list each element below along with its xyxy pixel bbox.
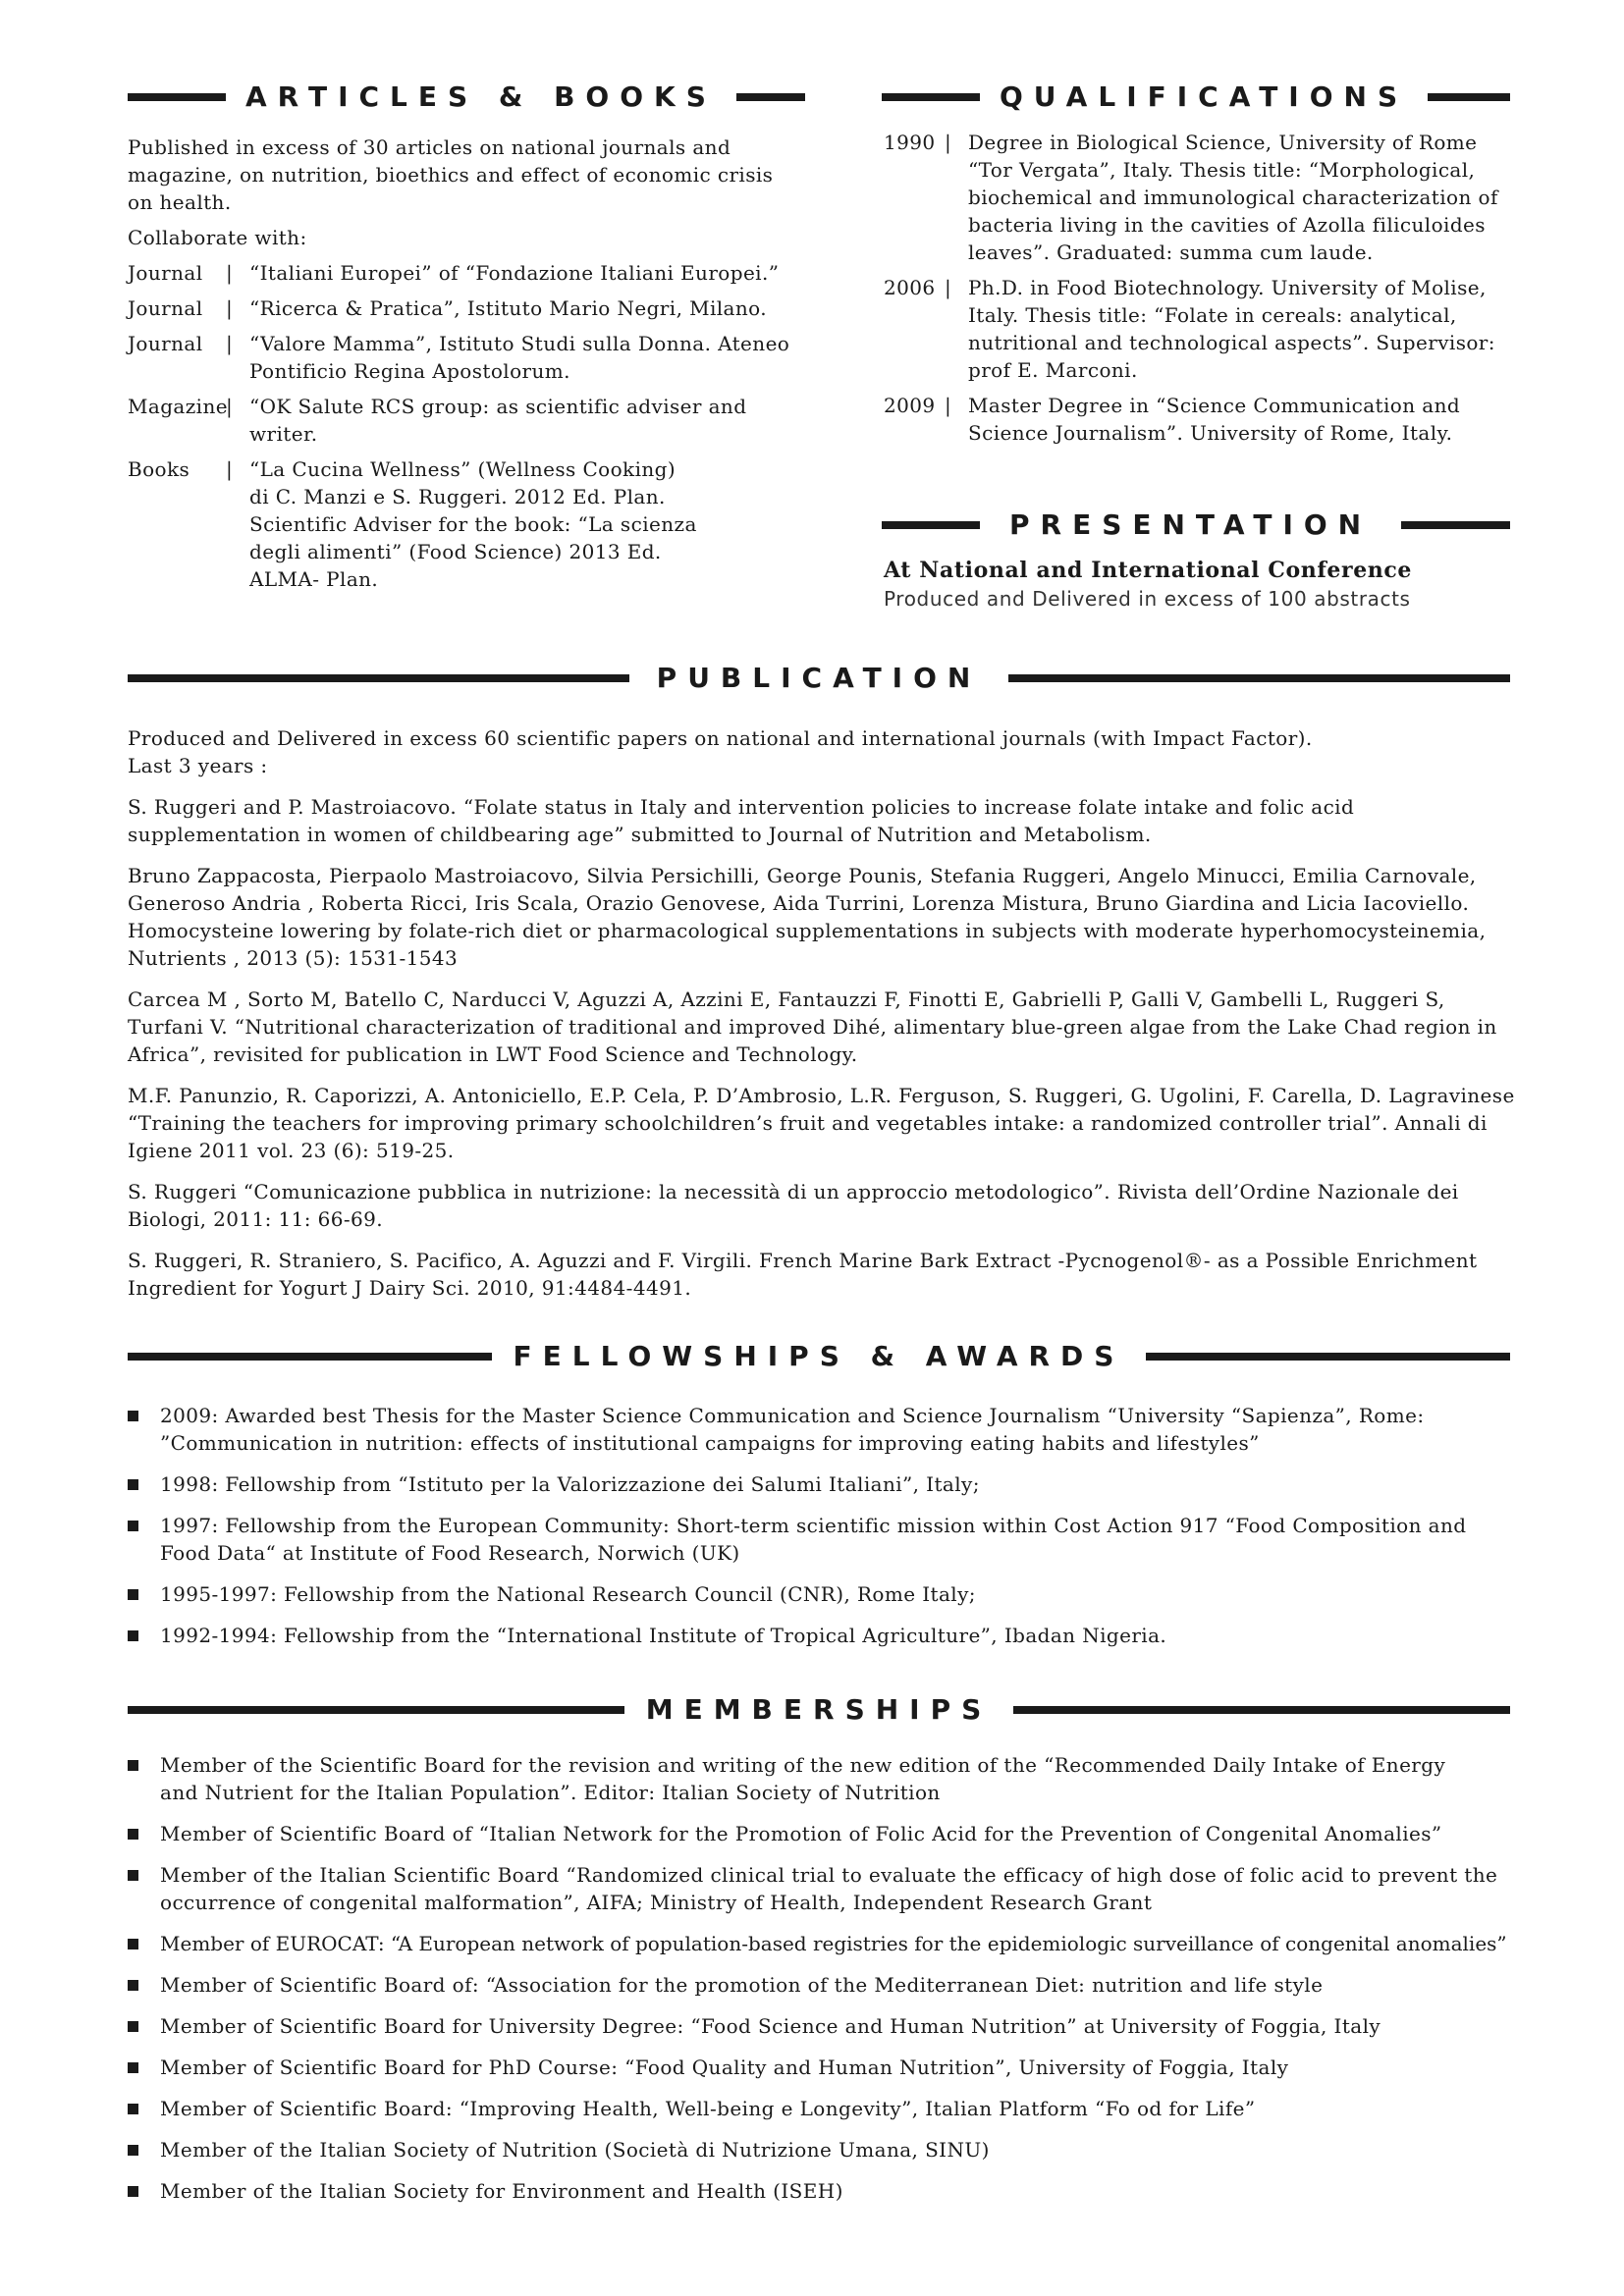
heading-rule xyxy=(736,93,805,101)
publication-item: S. Ruggeri, R. Straniero, S. Pacifico, A. Aguzzi and F. Virgili. French Marine Bark Extract -Pycnogenol®- as a Possible Enrichment Ingredient for Yogurt J Dairy Sci. 2010, 91:4484-4491. xyxy=(128,1249,1478,1300)
heading-rule xyxy=(882,93,980,101)
publication-item: Bruno Zappacosta, Pierpaolo Mastroiacovo, Silvia Persichilli, George Pounis, Stefania Ruggeri, Angelo Minucci, Emilia Carnovale, Generoso Andria , Roberta Ricci, Iris Scala, Orazio Genovese, Aida Turrini, Lorenza Mistura, Bruno Giardina and Licia Iacoviello. Homocysteine lowering by folate-rich diet or pharmacological supplementations in subjects with moderate hyperhomocysteinemia, Nutrients , 2013 (5): 1531-1543 xyxy=(128,864,1487,970)
bullet-icon xyxy=(128,2145,138,2156)
publication-section xyxy=(128,724,1517,1315)
list-item xyxy=(128,1820,1522,1847)
list-item-text: Member of the Italian Scientific Board “Randomized clinical trial to evaluate the efficacy of high dose of folic acid to prevent the occurrence of congenital malformation”, AIFA; Ministry of Health, Independent Research Grant xyxy=(160,1863,1498,1914)
presentation-section xyxy=(884,556,1512,613)
list-item-text: Member of EUROCAT: “A European network of population-based registries for the epidemiologic surveillance of congenital anomalies” xyxy=(160,1932,1507,1955)
publication-last-years: Last 3 years : xyxy=(128,754,268,777)
qualifications-heading-row xyxy=(882,82,1510,112)
heading-rule xyxy=(128,1353,492,1361)
memberships-heading: MEMBERSHIPS xyxy=(645,1693,993,1726)
article-entry xyxy=(128,455,795,593)
heading-rule xyxy=(128,93,226,101)
entry-separator: | xyxy=(226,261,234,285)
publication-item: Carcea M , Sorto M, Batello C, Narducci V, Aguzzi A, Azzini E, Fantauzzi F, Finotti E, Gabrielli P, Galli V, Gambelli L, Ruggeri S, Turfani V. “Nutritional characterization of traditional and improved Dihé, alimentary blue-green algae from the Lake Chad region in Africa”, revisited for publication in LWT Food Science and Technology. xyxy=(128,988,1497,1066)
presentation-heading: PRESENTATION xyxy=(1009,508,1373,541)
collaborate-label: Collaborate with: xyxy=(128,226,307,249)
list-item xyxy=(128,1751,1522,1806)
qualification-text: Ph.D. in Food Biotechnology. University of Molise, Italy. Thesis title: “Folate in cereals: analytical, nutritional and technological aspects”. Supervisor: prof E. Marconi. xyxy=(968,276,1495,382)
publication-intro: Produced and Delivered in excess 60 scientific papers on national and international journals (with Impact Factor). xyxy=(128,726,1313,750)
entry-text: “La Cucina Wellness” (Wellness Cooking) di C. Manzi e S. Ruggeri. 2012 Ed. Plan. Scientific Adviser for the book: “La scienza degli alimenti” (Food Science) 2013 Ed. ALMA- Plan. xyxy=(249,457,697,591)
list-item-text: Member of Scientific Board for PhD Course: “Food Quality and Human Nutrition”, University of Foggia, Italy xyxy=(160,2056,1289,2079)
entry-separator: | xyxy=(226,395,234,418)
publication-heading-row xyxy=(128,664,1510,693)
publication-item: S. Ruggeri and P. Mastroiacovo. “Folate status in Italy and intervention policies to increase folate intake and folic acid supplementation in women of childbearing age” submitted to Journal of Nutrition and Metabolism. xyxy=(128,795,1355,846)
articles-intro: Published in excess of 30 articles on national journals and magazine, on nutrition, bioethics and effect of economic crisis on health. xyxy=(128,135,774,214)
list-item-text: Member of the Italian Society of Nutrition (Società di Nutrizione Umana, SINU) xyxy=(160,2138,990,2162)
list-item-text: 1992-1994: Fellowship from the “International Institute of Tropical Agriculture”, Ibadan Nigeria. xyxy=(160,1624,1167,1647)
bullet-icon xyxy=(128,1630,138,1641)
bullet-icon xyxy=(128,2104,138,2114)
bullet-icon xyxy=(128,1939,138,1949)
list-item-text: Member of Scientific Board of: “Association for the promotion of the Mediterranean Diet: nutrition and life style xyxy=(160,1973,1324,1997)
list-item xyxy=(128,2177,1522,2205)
heading-rule xyxy=(1428,93,1510,101)
list-item-text: 2009: Awarded best Thesis for the Master Science Communication and Science Journalism “University “Sapienza”, Rome: ”Communication in nutrition: effects of institutional campaigns for improving eating habits and lifestyles” xyxy=(160,1404,1425,1455)
list-item xyxy=(128,1402,1522,1457)
presentation-heading-row xyxy=(882,510,1510,540)
memberships-heading-row xyxy=(128,1695,1510,1725)
list-item-text: Member of the Italian Society for Environment and Health (ISEH) xyxy=(160,2179,843,2203)
bullet-icon xyxy=(128,1521,138,1531)
bullet-icon xyxy=(128,1411,138,1421)
bullet-icon xyxy=(128,1760,138,1771)
list-item xyxy=(128,1470,1522,1498)
bullet-icon xyxy=(128,1980,138,1991)
fellowships-heading: FELLOWSHIPS & AWARDS xyxy=(513,1340,1125,1372)
fellowships-heading-row xyxy=(128,1342,1510,1371)
fellowships-list xyxy=(128,1402,1522,1663)
list-item xyxy=(128,1971,1522,1999)
qualification-text: Master Degree in “Science Communication and Science Journalism”. University of Rome, Italy. xyxy=(968,394,1461,445)
entry-separator: | xyxy=(945,276,952,299)
article-entry xyxy=(128,393,795,448)
heading-rule xyxy=(128,1706,624,1714)
list-item xyxy=(128,1512,1522,1567)
entry-type: Magazine xyxy=(128,395,228,418)
entry-text: “Ricerca & Pratica”, Istituto Mario Negri, Milano. xyxy=(249,296,768,320)
bullet-icon xyxy=(128,1479,138,1490)
bullet-icon xyxy=(128,2021,138,2032)
entry-separator: | xyxy=(945,394,952,417)
articles-heading-row xyxy=(128,82,805,112)
entry-text: “Valore Mamma”, Istituto Studi sulla Donna. Ateneo Pontificio Regina Apostolorum. xyxy=(249,332,790,383)
entry-separator: | xyxy=(945,131,952,154)
memberships-list xyxy=(128,1751,1522,2218)
heading-rule xyxy=(1008,674,1510,682)
qualification-year: 1990 xyxy=(884,131,936,154)
article-entry xyxy=(128,330,795,385)
list-item-text: Member of Scientific Board for University Degree: “Food Science and Human Nutrition” at University of Foggia, Italy xyxy=(160,2014,1381,2038)
list-item-text: 1997: Fellowship from the European Community: Short-term scientific mission within Cost Action 917 “Food Composition and Food Data“ at Institute of Food Research, Norwich (UK) xyxy=(160,1514,1467,1565)
qualification-text: Degree in Biological Science, University of Rome “Tor Vergata”, Italy. Thesis title: “Morphological, biochemical and immunological characterization of bacteria living in the cavities of Azolla filiculoides leaves”. Graduated: summa cum laude. xyxy=(968,131,1498,264)
list-item-text: 1998: Fellowship from “Istituto per la Valorizzazione dei Salumi Italiani”, Italy; xyxy=(160,1472,980,1496)
heading-rule xyxy=(1013,1706,1510,1714)
list-item xyxy=(128,2054,1522,2081)
list-item-text: 1995-1997: Fellowship from the National Research Council (CNR), Rome Italy; xyxy=(160,1582,976,1606)
qualification-entry xyxy=(884,274,1502,384)
list-item xyxy=(128,2012,1522,2040)
bullet-icon xyxy=(128,2186,138,2197)
publication-item: S. Ruggeri “Comunicazione pubblica in nutrizione: la necessità di un approccio metodologico”. Rivista dell’Ordine Nazionale dei Biologi, 2011: 11: 66-69. xyxy=(128,1180,1459,1231)
list-item-text: Member of the Scientific Board for the revision and writing of the new edition of the “Recommended Daily Intake of Energy and Nutrient for the Italian Population”. Editor: Italian Society of Nutrition xyxy=(160,1753,1446,1804)
qualification-year: 2009 xyxy=(884,394,936,417)
bullet-icon xyxy=(128,1829,138,1840)
heading-rule xyxy=(882,521,980,529)
heading-rule xyxy=(1146,1353,1510,1361)
presentation-subtitle: Produced and Delivered in excess of 100 abstracts xyxy=(884,587,1411,611)
entry-type: Journal xyxy=(128,261,203,285)
entry-text: “Italiani Europei” of “Fondazione Italiani Europei.” xyxy=(249,261,780,285)
list-item-text: Member of Scientific Board: “Improving Health, Well-being e Longevity”, Italian Platform “Fo od for Life” xyxy=(160,2097,1256,2120)
articles-heading: ARTICLES & BOOKS xyxy=(245,80,717,113)
presentation-title: At National and International Conference xyxy=(884,558,1412,583)
entry-type: Journal xyxy=(128,296,203,320)
qualifications-heading: QUALIFICATIONS xyxy=(1000,80,1409,113)
heading-rule xyxy=(1401,521,1510,529)
entry-type: Journal xyxy=(128,332,203,355)
entry-separator: | xyxy=(226,296,234,320)
publication-heading: PUBLICATION xyxy=(656,662,982,694)
list-item xyxy=(128,2095,1522,2122)
bullet-icon xyxy=(128,1870,138,1881)
publication-item: M.F. Panunzio, R. Caporizzi, A. Antoniciello, E.P. Cela, P. D’Ambrosio, L.R. Ferguson, S. Ruggeri, G. Ugolini, F. Carella, D. Lagravinese “Training the teachers for improving primary schoolchildren’s fruit and vegetables intake: a randomized controller trial”. Annali di Igiene 2011 vol. 23 (6): 519-25. xyxy=(128,1084,1515,1162)
entry-text: “OK Salute RCS group: as scientific adviser and writer. xyxy=(249,395,747,446)
entry-separator: | xyxy=(226,457,234,481)
bullet-icon xyxy=(128,2062,138,2073)
list-item xyxy=(128,2136,1522,2163)
articles-section xyxy=(128,133,795,601)
entry-type: Books xyxy=(128,457,190,481)
qualification-year: 2006 xyxy=(884,276,936,299)
list-item-text: Member of Scientific Board of “Italian Network for the Promotion of Folic Acid for the Prevention of Congenital Anomalies” xyxy=(160,1822,1442,1845)
article-entry xyxy=(128,294,795,322)
article-entry xyxy=(128,259,795,287)
entry-separator: | xyxy=(226,332,234,355)
list-item xyxy=(128,1580,1522,1608)
list-item xyxy=(128,1930,1522,1957)
list-item xyxy=(128,1622,1522,1649)
qualifications-section xyxy=(884,129,1502,447)
qualification-entry xyxy=(884,129,1502,266)
heading-rule xyxy=(128,674,629,682)
bullet-icon xyxy=(128,1589,138,1600)
qualification-entry xyxy=(884,392,1502,447)
list-item xyxy=(128,1861,1522,1916)
